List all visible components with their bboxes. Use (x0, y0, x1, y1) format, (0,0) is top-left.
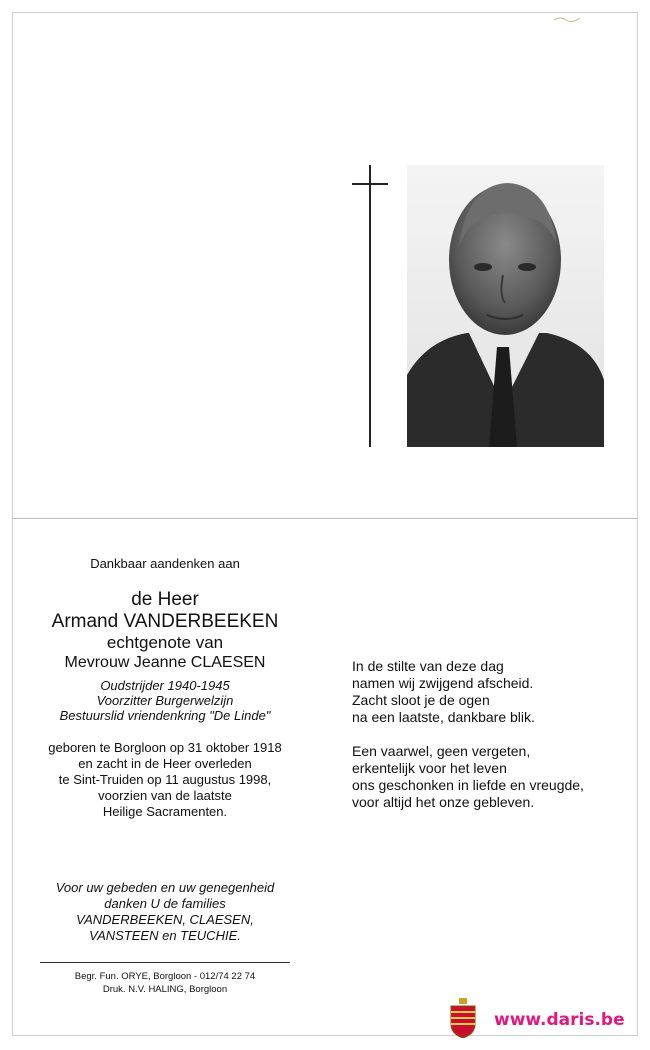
title-text: de Heer (131, 589, 199, 610)
poem-line: Zacht sloot je de ogen (352, 692, 490, 708)
prayer-line: Voor uw gebeden en uw genegenheid (55, 880, 275, 895)
poem-line: In de stilte van deze dag (352, 658, 504, 674)
daris-crest-icon (449, 998, 477, 1038)
poem-line: voor altijd het onze gebleven. (352, 794, 535, 810)
printers-block (40, 970, 290, 996)
poem-line: ons geschonken in liefde en vreugde, (352, 777, 584, 793)
role-line: Oudstrijder 1940-1945 (100, 678, 230, 693)
watermark-link[interactable]: www.daris.be (494, 1010, 625, 1030)
roles-block (40, 678, 290, 723)
poem-line: namen wij zwijgend afscheid. (352, 675, 534, 691)
portrait-photo (407, 165, 604, 447)
poem-line: Een vaarwel, geen vergeten, (352, 743, 531, 759)
divider (40, 962, 290, 963)
deceased-name: Armand VANDERBEEKEN (51, 611, 279, 632)
birth-death-line: te Sint-Truiden op 11 augustus 1998, (58, 772, 272, 787)
intro-text: Dankbaar aandenken aan (90, 556, 240, 571)
prayer-line: VANSTEEN en TEUCHIE. (89, 928, 241, 943)
relation-text: echtgenote van (106, 633, 224, 652)
poem-stanza-1 (352, 658, 622, 726)
printer-line: Begr. Fun. ORYE, Borgloon - 012/74 22 74 (74, 971, 256, 982)
fold-line (12, 518, 638, 519)
birth-death-line: en zacht in de Heer overleden (78, 756, 252, 771)
birth-death-block (40, 740, 290, 820)
prayer-block (40, 880, 290, 944)
pencil-mark-icon (552, 14, 582, 24)
birth-death-line: geboren te Borgloon op 31 oktober 1918 (48, 740, 282, 755)
birth-death-line: Heilige Sacramenten. (102, 804, 228, 819)
spouse-name: Mevrouw Jeanne CLAESEN (64, 654, 266, 671)
cross-vertical (369, 165, 371, 447)
prayer-line: danken U de families (104, 896, 226, 911)
birth-death-line: voorzien van de laatste (98, 788, 232, 803)
poem-line: erkentelijk voor het leven (352, 760, 507, 776)
cross-horizontal (352, 183, 388, 185)
role-line: Voorzitter Burgerwelzijn (96, 693, 234, 708)
poem-line: na een laatste, dankbare blik. (352, 709, 535, 725)
prayer-line: VANDERBEEKEN, CLAESEN, (76, 912, 254, 927)
poem-stanza-2 (352, 743, 622, 811)
role-line: Bestuurslid vriendenkring "De Linde" (59, 708, 271, 723)
printer-line: Druk. N.V. HALING, Borgloon (102, 984, 228, 995)
